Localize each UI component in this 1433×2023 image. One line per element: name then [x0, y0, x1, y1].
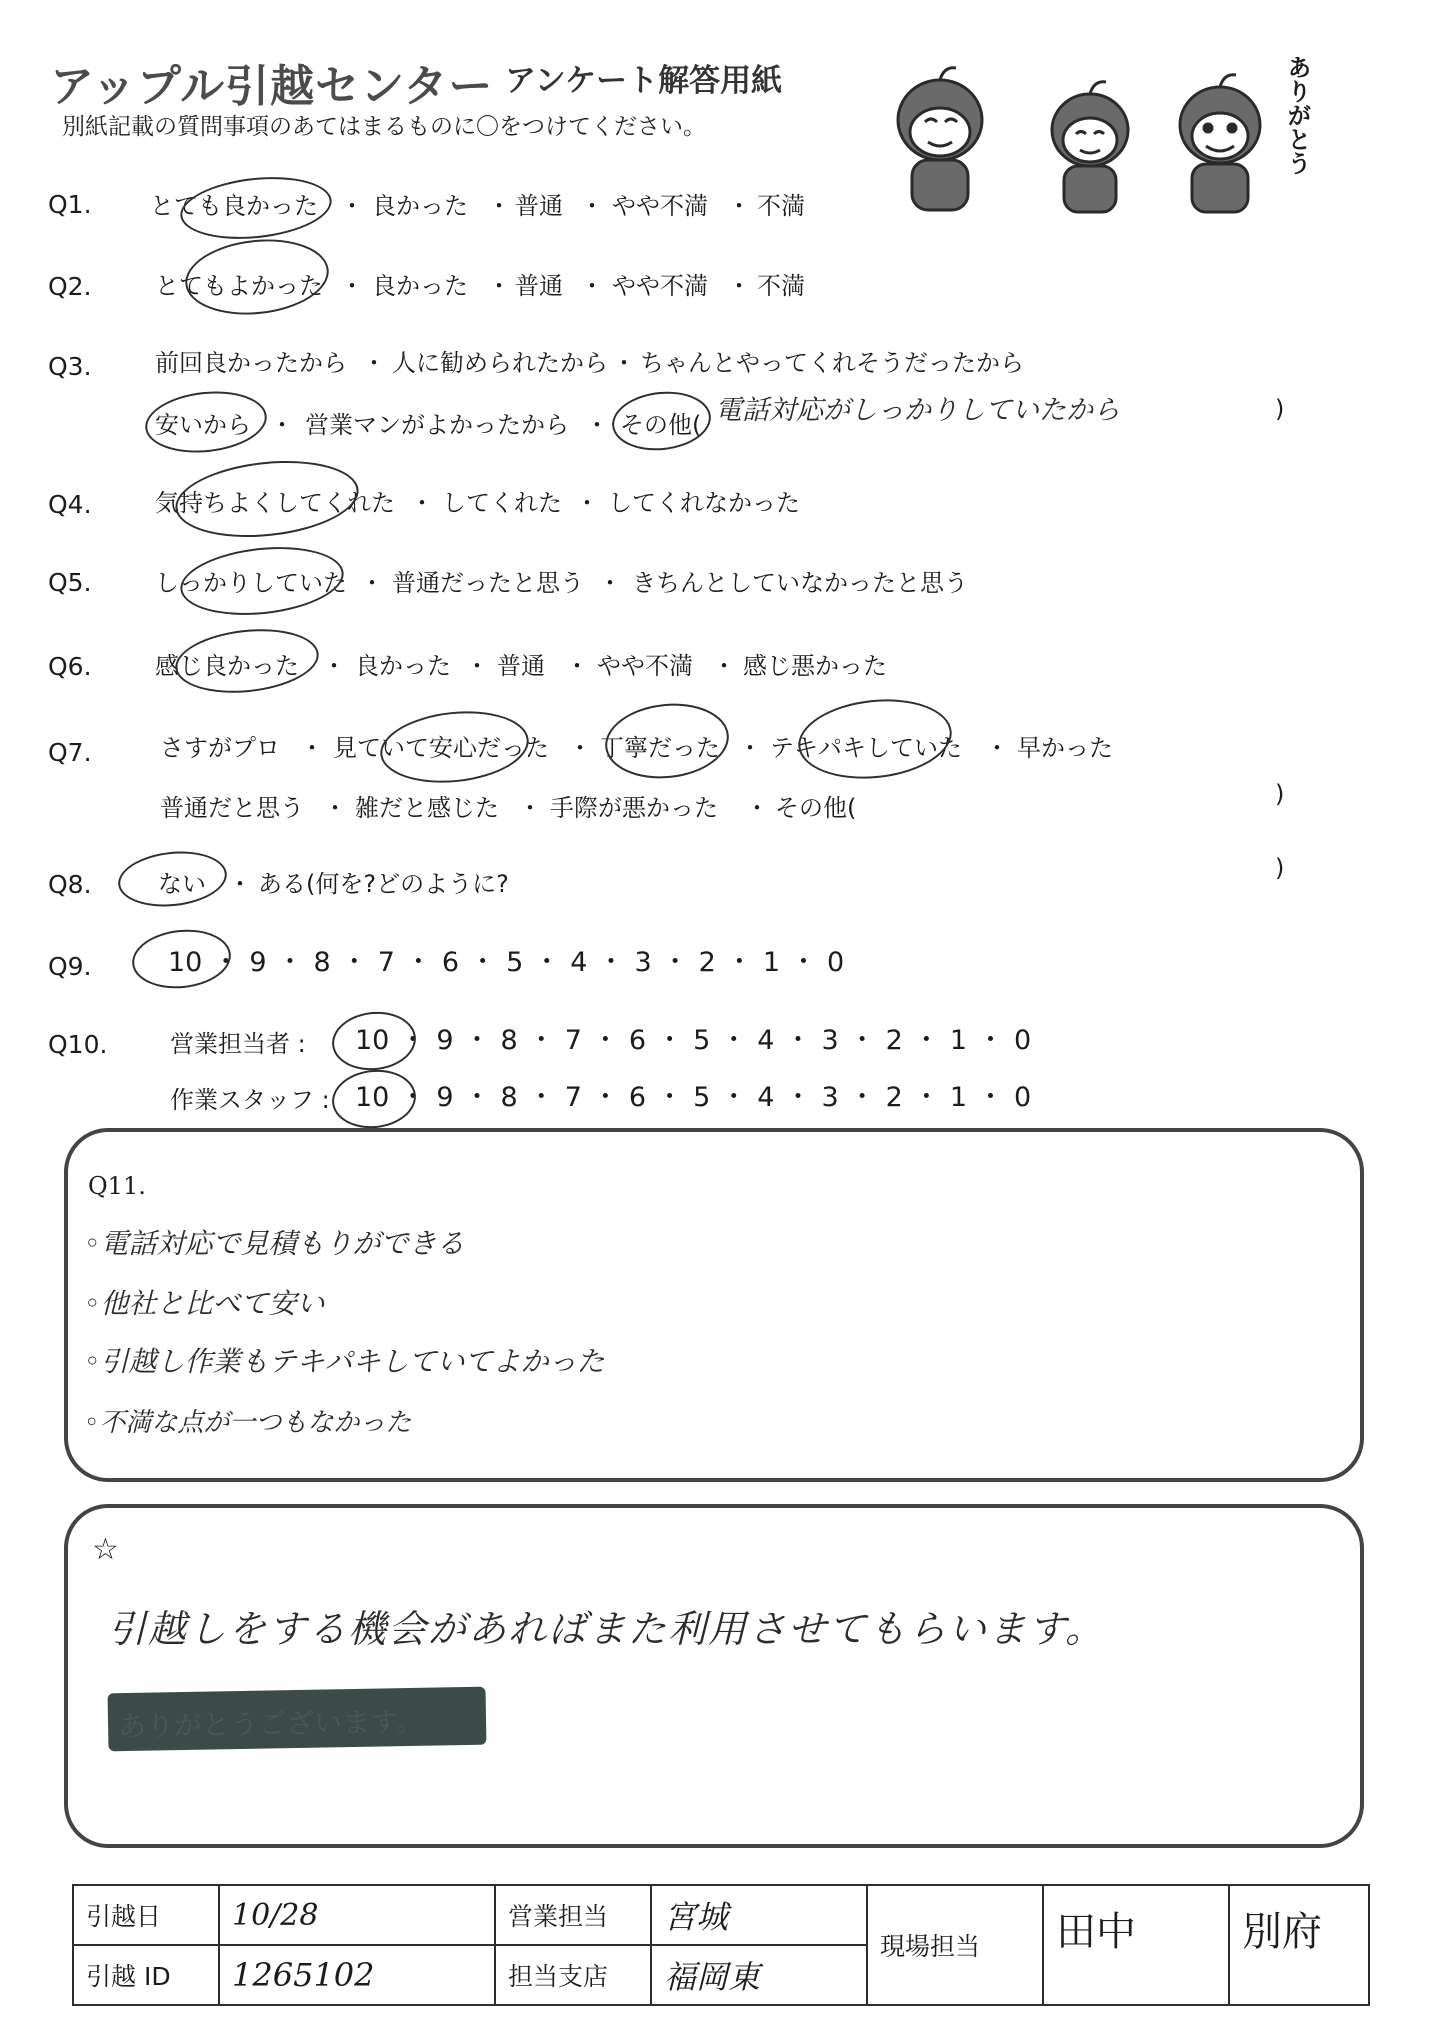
q1-option[interactable]: やや不満 — [612, 192, 708, 220]
q7-option[interactable]: 雑だと感じた — [355, 794, 499, 822]
move-date-value[interactable]: 10/28 — [219, 1885, 495, 1945]
scale-separator: ・ — [533, 947, 561, 978]
sales-rep-label: 営業担当 — [495, 1885, 651, 1945]
q10-sales-option-10[interactable]: 10 — [355, 1025, 390, 1056]
q1-label: Q1. — [48, 190, 92, 219]
move-id-label: 引越 ID — [73, 1945, 219, 2005]
scale-separator: ・ — [404, 947, 432, 978]
move-date-label: 引越日 — [73, 1885, 219, 1945]
scale-separator: ・ — [527, 1082, 555, 1113]
q11-line[interactable]: ◦他社と比べて安い — [84, 1287, 325, 1320]
q2-label: Q2. — [48, 272, 92, 301]
q10-sales-option-2[interactable]: 2 — [885, 1025, 903, 1056]
scale-separator: ・ — [591, 1082, 619, 1113]
q6-label: Q6. — [48, 652, 92, 681]
q7-option[interactable]: テキパキしていた — [770, 734, 962, 762]
q6-option[interactable]: 感じ悪かった — [743, 652, 887, 680]
scale-separator: ・ — [597, 947, 625, 978]
q3-option[interactable]: 人に勧められたから — [392, 349, 608, 377]
branch-value[interactable]: 福岡東 — [651, 1945, 867, 2005]
q10-sales-option-3[interactable]: 3 — [821, 1025, 839, 1056]
q5-option[interactable]: 普通だったと思う — [392, 569, 584, 597]
q10-label: Q10. — [48, 1030, 108, 1059]
q3-other-handwritten[interactable]: 電話対応がしっかりしていたから — [715, 395, 1120, 426]
q8-option[interactable]: ない — [158, 870, 206, 898]
q3-option[interactable]: 営業マンがよかったから — [305, 411, 569, 439]
q7-option[interactable]: 見ていて安心だった — [333, 734, 549, 762]
q7-option[interactable]: 早かった — [1017, 734, 1113, 762]
q11-line[interactable]: ◦引越し作業もテキパキしていてよかった — [84, 1345, 605, 1378]
sales-rep-value[interactable]: 宮城 — [651, 1885, 867, 1945]
q11-line[interactable]: ◦電話対応で見積もりができる — [84, 1227, 465, 1260]
q9-rating-scale[interactable] — [168, 940, 844, 979]
scale-separator: ・ — [340, 947, 368, 978]
form-instruction: 別紙記載の質問事項のあてはまるものに〇をつけてください。 — [62, 114, 706, 140]
q4-option[interactable]: 気持ちよくしてくれた — [155, 489, 395, 517]
scale-separator: ・ — [656, 1025, 684, 1056]
scale-separator: ・ — [720, 1082, 748, 1113]
site-rep-label: 現場担当 — [867, 1885, 1043, 2005]
scale-separator: ・ — [790, 947, 818, 978]
q10-staff-option-3[interactable]: 3 — [821, 1082, 839, 1113]
q9-option-2[interactable]: 2 — [698, 947, 716, 978]
q6-option[interactable]: 良かった — [355, 652, 451, 680]
q4-option[interactable]: してくれなかった — [608, 489, 800, 517]
scale-separator: ・ — [591, 1025, 619, 1056]
q10-sales-option-8[interactable]: 8 — [500, 1025, 518, 1056]
q5-label: Q5. — [48, 568, 92, 597]
scale-separator: ・ — [661, 947, 689, 978]
scale-separator: ・ — [977, 1082, 1005, 1113]
q10-sales-rating-scale[interactable] — [355, 1018, 1031, 1057]
q7-close-paren: ) — [1275, 780, 1285, 808]
comment-box — [64, 1504, 1364, 1848]
mascot-illustration — [870, 50, 1320, 220]
q3-label: Q3. — [48, 352, 92, 381]
site-rep-value-1[interactable]: 田中 — [1043, 1885, 1229, 2005]
scale-separator: ・ — [399, 1082, 427, 1113]
q10-sales-option-9[interactable]: 9 — [436, 1025, 454, 1056]
scale-separator: ・ — [463, 1082, 491, 1113]
q10-sales-option-5[interactable]: 5 — [693, 1025, 711, 1056]
q3-option[interactable]: 安いから — [155, 411, 251, 439]
q4-label: Q4. — [48, 490, 92, 519]
q9-option-3[interactable]: 3 — [634, 947, 652, 978]
q9-option-7[interactable]: 7 — [377, 947, 395, 978]
scale-separator: ・ — [784, 1025, 812, 1056]
q10-sales-option-6[interactable]: 6 — [628, 1025, 647, 1056]
q3-close-paren: ) — [1275, 395, 1285, 423]
mascot-caption: ありがとう — [1283, 55, 1311, 175]
q10-staff-option-4[interactable]: 4 — [757, 1082, 775, 1113]
q4-option[interactable]: してくれた — [442, 489, 562, 517]
q9-option-1[interactable]: 1 — [762, 947, 781, 978]
footer-info-table — [72, 1884, 1370, 2006]
q8-close-paren: ) — [1275, 854, 1285, 882]
q10-sales-option-4[interactable]: 4 — [757, 1025, 775, 1056]
q2-option[interactable]: 良かった — [372, 272, 468, 300]
q9-option-6[interactable]: 6 — [441, 947, 460, 978]
scale-separator: ・ — [848, 1082, 876, 1113]
q9-option-10[interactable]: 10 — [168, 947, 203, 978]
scale-separator: ・ — [784, 1082, 812, 1113]
q10-sales-option-0[interactable]: 0 — [1014, 1025, 1032, 1056]
q7-label: Q7. — [48, 738, 92, 767]
q10-staff-option-0[interactable]: 0 — [1014, 1082, 1032, 1113]
q9-option-8[interactable]: 8 — [313, 947, 331, 978]
q10-sales-option-7[interactable]: 7 — [564, 1025, 582, 1056]
q8-option[interactable]: ある(何を?どのように? — [258, 870, 509, 898]
scale-separator: ・ — [848, 1025, 876, 1056]
q1-option[interactable]: 不満 — [757, 192, 805, 220]
q1-option[interactable]: とても良かった — [150, 192, 318, 220]
q5-option[interactable]: しっかりしていた — [155, 569, 347, 597]
q10-staff-rating-scale[interactable] — [355, 1075, 1031, 1114]
scale-separator: ・ — [276, 947, 304, 978]
q3-option[interactable]: 前回良かったから — [155, 349, 347, 377]
q7-option[interactable]: 丁寧だった — [600, 734, 720, 762]
redacted-text-block — [108, 1687, 487, 1752]
scale-separator: ・ — [212, 947, 240, 978]
q9-option-5[interactable]: 5 — [506, 947, 524, 978]
q2-option[interactable]: 普通 — [515, 272, 563, 300]
q10-staff-option-1[interactable]: 1 — [949, 1082, 968, 1113]
q2-option[interactable]: とてもよかった — [155, 272, 323, 300]
q2-option[interactable]: やや不満 — [612, 272, 708, 300]
scale-separator: ・ — [912, 1082, 940, 1113]
branch-label: 担当支店 — [495, 1945, 651, 2005]
q11-line[interactable]: ◦不満な点が一つもなかった — [84, 1408, 412, 1438]
q9-option-0[interactable]: 0 — [827, 947, 845, 978]
q10-staff-option-5[interactable]: 5 — [693, 1082, 711, 1113]
scale-separator: ・ — [720, 1025, 748, 1056]
q1-option[interactable]: 良かった — [372, 192, 468, 220]
q9-option-4[interactable]: 4 — [570, 947, 588, 978]
q10-staff-option-6[interactable]: 6 — [628, 1082, 647, 1113]
comment-handwritten[interactable]: 引越しをする機会があればまた利用させてもらいます。 — [108, 1607, 1105, 1651]
q1-option[interactable]: 普通 — [515, 192, 563, 220]
q3-option[interactable]: その他( — [620, 411, 702, 439]
q7-option[interactable]: さすがプロ — [160, 734, 280, 762]
q9-option-9[interactable]: 9 — [249, 947, 267, 978]
star-icon: ☆ — [92, 1532, 119, 1567]
brand-name: アップル引越センター — [50, 61, 494, 112]
q10-staff-option-9[interactable]: 9 — [436, 1082, 454, 1113]
mascot-monkeys-icon — [870, 50, 1320, 220]
scale-separator: ・ — [463, 1025, 491, 1056]
scale-separator: ・ — [399, 1025, 427, 1056]
q10-staff-option-10[interactable]: 10 — [355, 1082, 390, 1113]
scale-separator: ・ — [977, 1025, 1005, 1056]
scale-separator: ・ — [656, 1082, 684, 1113]
q7-option[interactable]: 手際が悪かった — [550, 794, 718, 822]
q6-option[interactable]: やや不満 — [597, 652, 693, 680]
q10-sales-option-1[interactable]: 1 — [949, 1025, 968, 1056]
scale-separator: ・ — [912, 1025, 940, 1056]
q11-label: Q11. — [88, 1172, 146, 1200]
form-subtitle: アンケート解答用紙 — [505, 63, 783, 99]
q10-staff-option-8[interactable]: 8 — [500, 1082, 518, 1113]
q10-staff-option-7[interactable]: 7 — [564, 1082, 582, 1113]
scale-separator: ・ — [527, 1025, 555, 1056]
q3-option[interactable]: ちゃんとやってくれそうだったから — [640, 349, 1024, 377]
q2-option[interactable]: 不満 — [757, 272, 805, 300]
q6-option[interactable]: 感じ良かった — [155, 652, 299, 680]
redacted-text: ありがとうございます。 — [117, 1704, 425, 1744]
q5-option[interactable]: きちんとしていなかったと思う — [632, 569, 968, 597]
q8-label: Q8. — [48, 870, 92, 899]
site-rep-value-2[interactable]: 別府 — [1229, 1885, 1369, 2005]
q7-option[interactable]: 普通だと思う — [160, 794, 304, 822]
scale-separator: ・ — [725, 947, 753, 978]
q7-option[interactable]: その他( — [775, 794, 857, 822]
move-id-value[interactable]: 1265102 — [219, 1945, 495, 2005]
q9-label: Q9. — [48, 952, 92, 981]
q10-staff-option-2[interactable]: 2 — [885, 1082, 903, 1113]
q10-sales-label: 営業担当者 : — [170, 1030, 306, 1058]
scale-separator: ・ — [469, 947, 497, 978]
q10-staff-label: 作業スタッフ : — [170, 1086, 330, 1114]
q6-option[interactable]: 普通 — [497, 652, 545, 680]
